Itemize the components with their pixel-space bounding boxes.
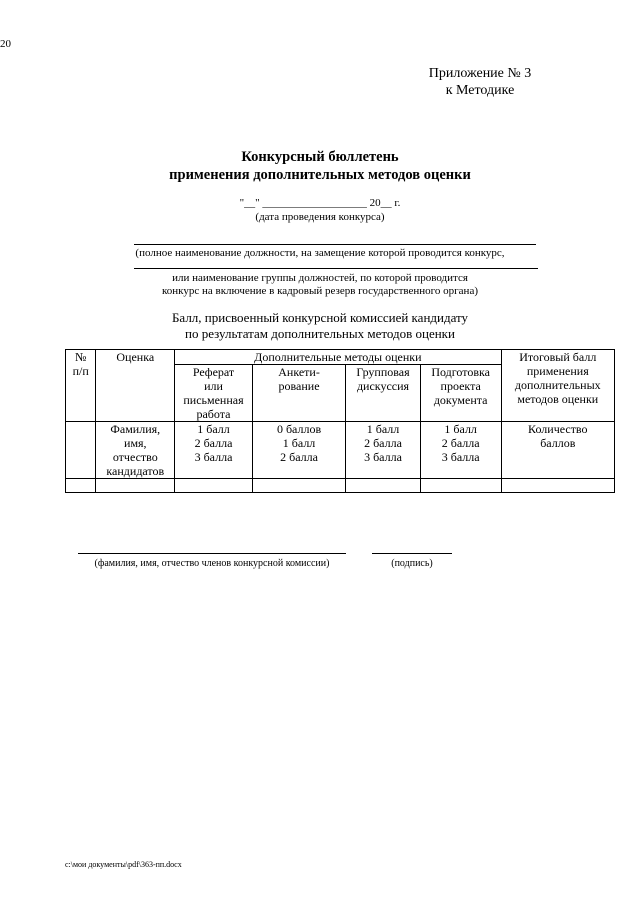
scale-value: 1 балл — [282, 436, 316, 450]
scale-value: 3 балла — [441, 450, 480, 464]
signature-line — [372, 553, 452, 554]
header-row-1 — [66, 350, 615, 365]
empty-cell — [66, 479, 96, 493]
empty-cell — [175, 479, 253, 493]
method-line: дискуссия — [356, 379, 410, 393]
header-total-line: применения — [526, 364, 589, 378]
empty-cell — [96, 479, 175, 493]
scale-essay — [175, 422, 253, 479]
header-num-line: № — [74, 350, 87, 364]
scale-value: 3 балла — [194, 450, 233, 464]
document-title — [0, 148, 640, 184]
score-title — [0, 310, 640, 342]
header-total — [501, 350, 614, 422]
position-fill-line — [134, 244, 536, 245]
scale-value: 1 балл — [366, 422, 400, 436]
footer-file-path: c:\мои документы\pdf\363-пп.docx — [65, 860, 182, 869]
total-line: Количество — [528, 422, 588, 436]
appendix-number: Приложение № 3 — [428, 66, 532, 81]
header-total-line: дополнительных — [514, 378, 601, 392]
group-caption — [0, 272, 640, 298]
scale-value: 2 балла — [194, 436, 233, 450]
empty-cell — [252, 479, 345, 493]
header-method-discussion — [346, 365, 421, 422]
header-num-line: п/п — [72, 364, 89, 378]
header-method-draft-document — [420, 365, 501, 422]
scale-draft-document — [420, 422, 501, 479]
score-title-line-2: по результатам дополнительных методов оценки — [185, 326, 455, 341]
score-title-line-1: Балл, присвоенный конкурсной комиссией кандидату — [171, 310, 469, 325]
method-line: письменная — [183, 393, 244, 407]
method-line: проекта — [440, 379, 481, 393]
contest-date-line: "__" ___________________ 20__ г. — [239, 197, 401, 209]
scale-value: 2 балла — [280, 450, 318, 464]
contest-date-caption: (дата проведения конкурса) — [255, 211, 385, 223]
scale-total — [501, 422, 614, 479]
method-line: рование — [278, 379, 320, 393]
method-line: Реферат — [192, 365, 235, 379]
candidate-line: имя, — [124, 436, 147, 450]
empty-cell — [501, 479, 614, 493]
members-signature-line — [78, 553, 346, 554]
empty-cell — [420, 479, 501, 493]
appendix-heading — [400, 65, 560, 99]
header-total-line: Итоговый балл — [519, 350, 597, 364]
scale-discussion — [346, 422, 421, 479]
candidate-name-cell — [96, 422, 175, 479]
group-caption-line-1: или наименование группы должностей, по которой проводится — [172, 272, 468, 284]
method-line: документа — [433, 393, 488, 407]
title-line-1: Конкурсный бюллетень — [241, 149, 399, 165]
scale-value: 0 баллов — [276, 422, 322, 436]
score-table — [65, 349, 615, 493]
method-line: Групповая — [356, 365, 410, 379]
group-fill-line — [134, 268, 538, 269]
position-caption: (полное наименование должности, на замещение которой проводится конкурс, — [135, 247, 505, 259]
method-line: или — [204, 379, 223, 393]
page-number: 20 — [0, 38, 11, 50]
header-method-essay — [175, 365, 253, 422]
members-caption: (фамилия, имя, отчество членов конкурсной комиссии) — [94, 558, 330, 569]
scale-row — [66, 422, 615, 479]
method-line: Анкети- — [278, 365, 320, 379]
appendix-reference: к Методике — [445, 83, 515, 98]
header-total-line: методов оценки — [517, 392, 599, 406]
header-method-survey — [252, 365, 345, 422]
group-caption-line-2: конкурс на включение в кадровый резерв государственного органа) — [162, 285, 478, 297]
scale-value: 2 балла — [364, 436, 402, 450]
empty-cell — [346, 479, 421, 493]
header-num — [66, 350, 96, 422]
method-line: Подготовка — [431, 365, 490, 379]
scale-value: 2 балла — [441, 436, 480, 450]
header-assessment: Оценка — [96, 350, 175, 422]
candidate-line: отчество — [112, 450, 158, 464]
scale-value: 1 балл — [444, 422, 477, 436]
candidate-line: Фамилия, — [110, 422, 161, 436]
scale-num-cell — [66, 422, 96, 479]
method-line: работа — [196, 407, 231, 421]
title-line-2: применения дополнительных методов оценки — [169, 167, 471, 183]
scale-survey — [252, 422, 345, 479]
signature-caption: (подпись) — [391, 558, 433, 569]
scale-value: 1 балл — [197, 422, 230, 436]
empty-entry-row — [66, 479, 615, 493]
scale-value: 3 балла — [364, 450, 402, 464]
total-line: баллов — [540, 436, 576, 450]
candidate-line: кандидатов — [106, 464, 165, 478]
header-additional-methods: Дополнительные методы оценки — [175, 350, 501, 365]
